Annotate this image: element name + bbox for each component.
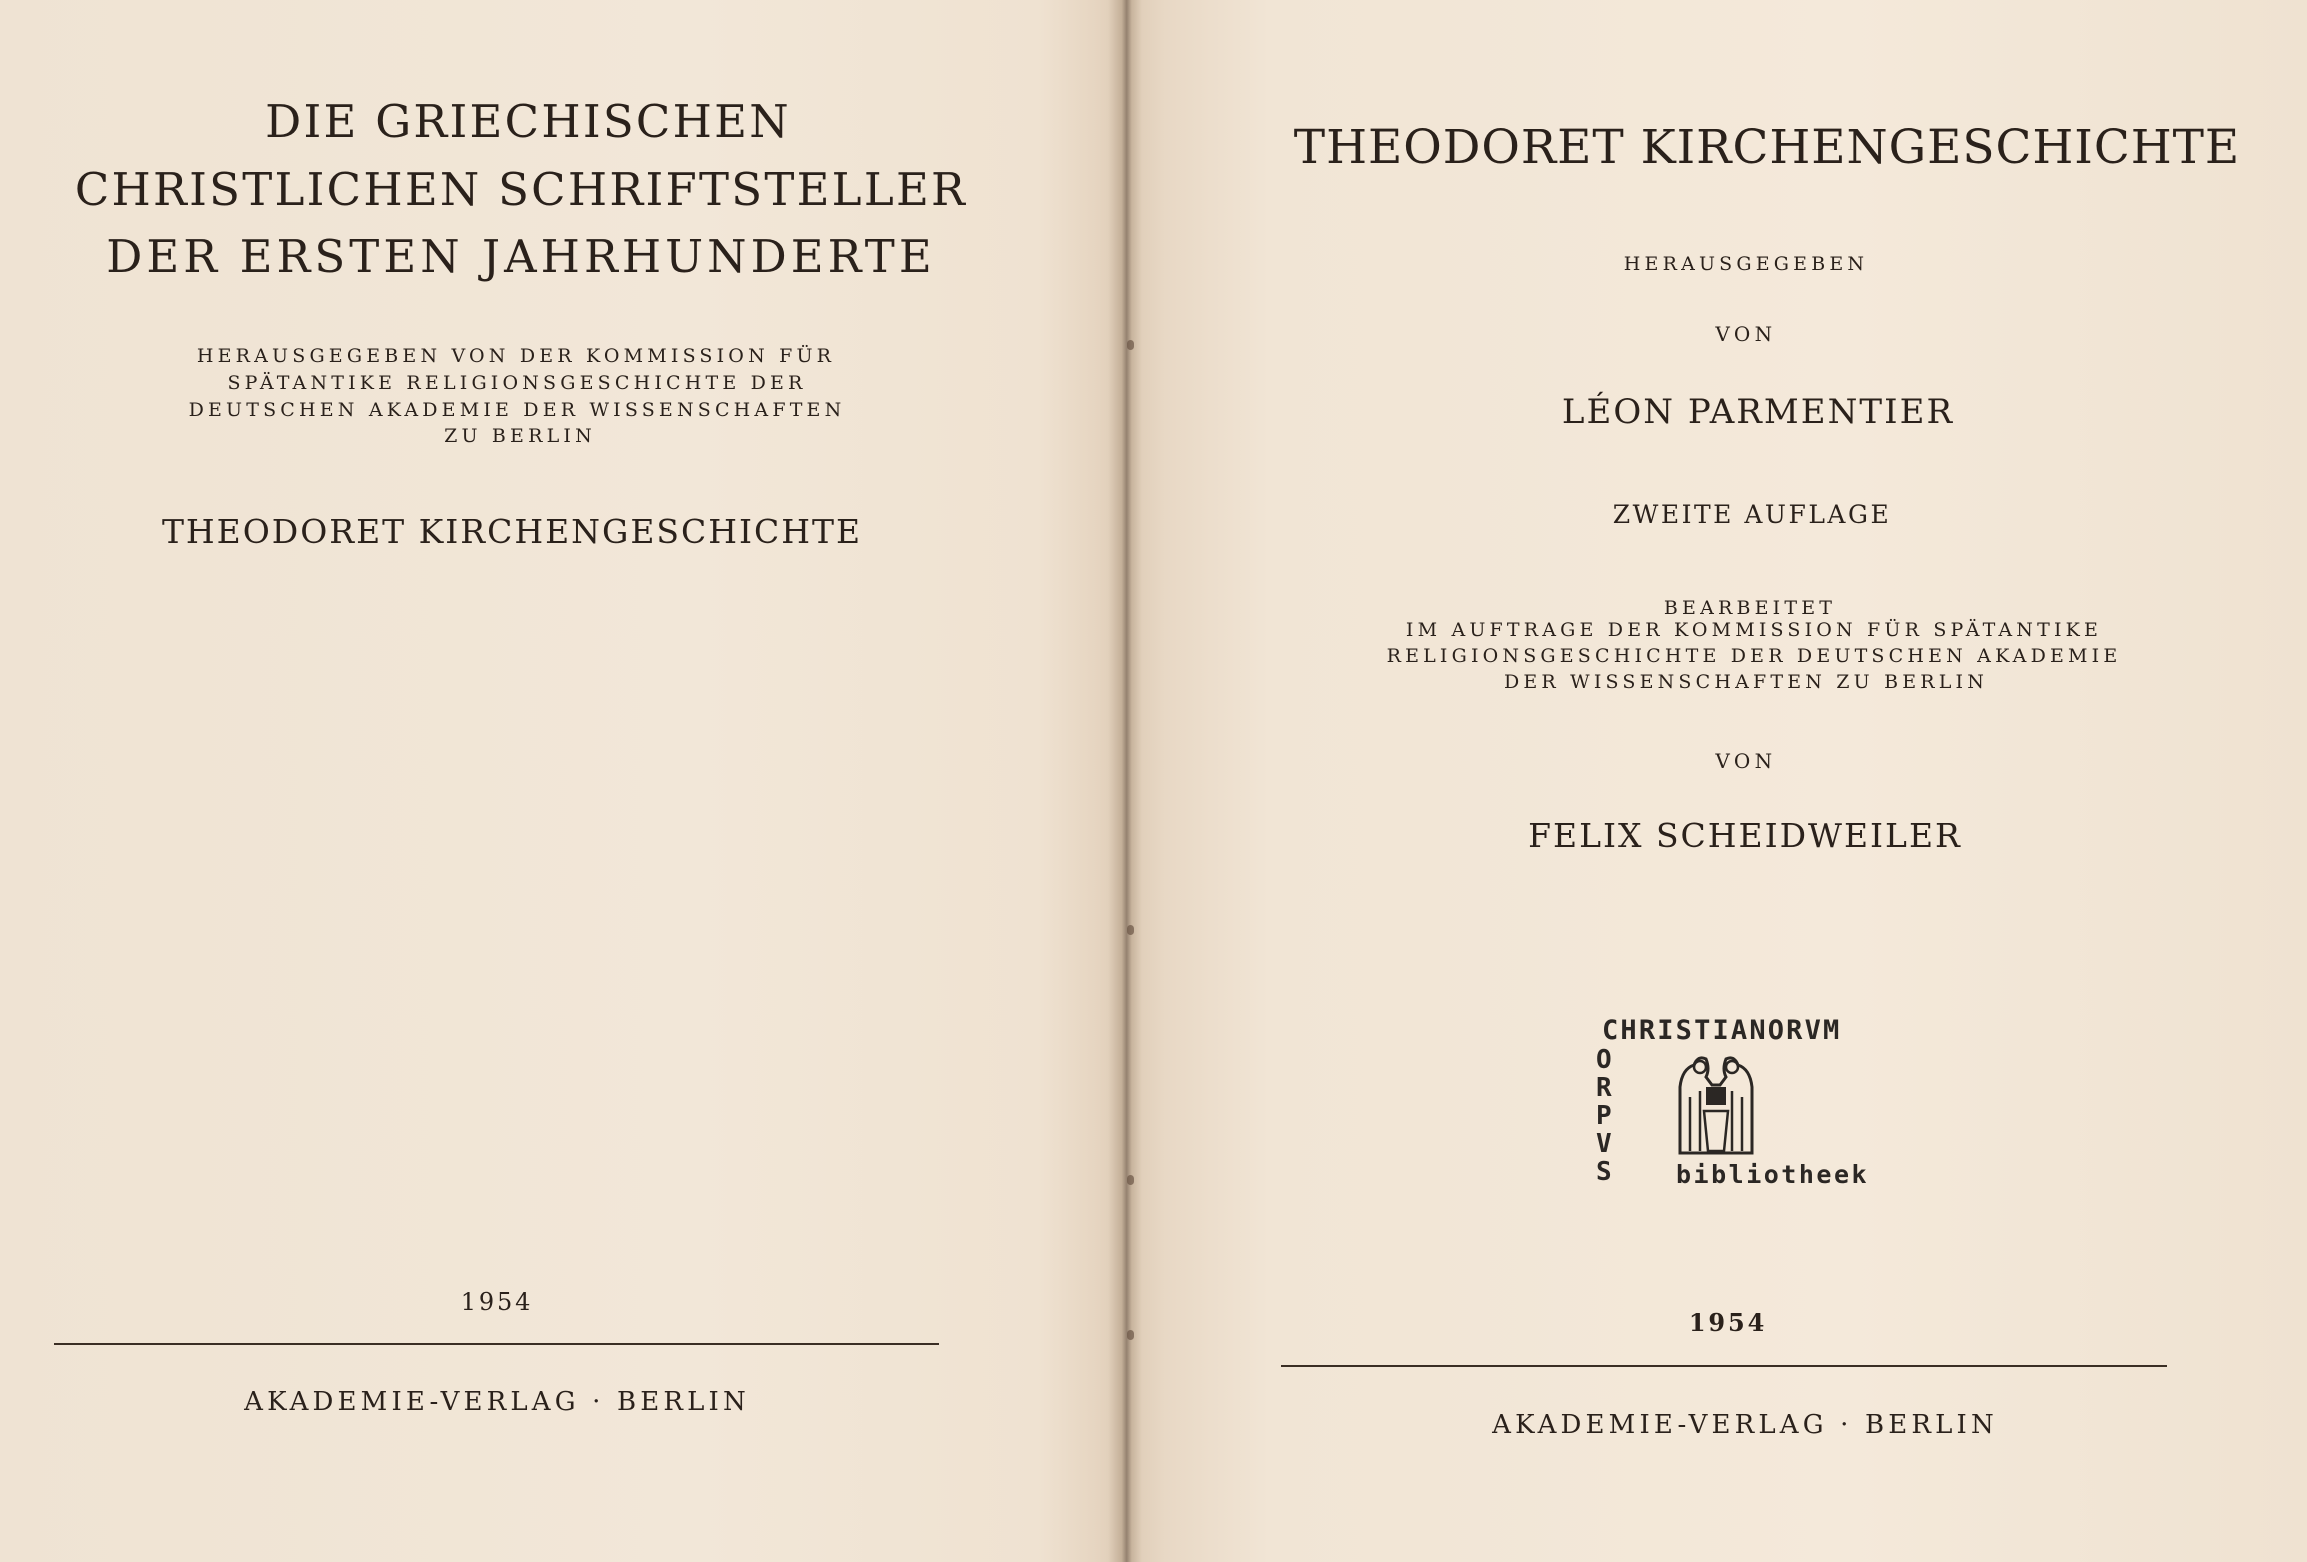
publisher: AKADEMIE-VERLAG · BERLIN — [1492, 1410, 1998, 1440]
publication-year: 1954 — [460, 1288, 534, 1316]
von-label: VON — [1715, 322, 1777, 346]
stamp-letter: P — [1596, 1101, 1612, 1131]
editor-line-1: HERAUSGEGEBEN VON DER KOMMISSION FÜR — [196, 345, 836, 367]
series-title-line-1: DIE GRIECHISCHEN — [265, 95, 791, 148]
stamp-top-text: CHRISTIANORVM — [1602, 1015, 1842, 1046]
series-title-line-3: DER ERSTEN JAHRHUNDERTE — [106, 230, 936, 283]
stamp-letter: V — [1596, 1129, 1612, 1159]
editor-line-3: DEUTSCHEN AKADEMIE DER WISSENSCHAFTEN — [188, 399, 846, 421]
von-label-2: VON — [1715, 749, 1777, 773]
editor-name: LÉON PARMENTIER — [1561, 392, 1955, 432]
publication-year: 1954 — [1688, 1308, 1768, 1337]
editor-line-2: SPÄTANTIKE RELIGIONSGESCHICHTE DER — [227, 372, 807, 394]
publisher: AKADEMIE-VERLAG · BERLIN — [244, 1387, 750, 1417]
saints-figures-emblem-icon — [1676, 1047, 1756, 1157]
title: THEODORET KIRCHENGESCHICHTE — [1293, 120, 2241, 175]
editor-line-4: ZU BERLIN — [444, 425, 596, 447]
library-stamp — [1596, 1015, 1896, 1195]
edition: ZWEITE AUFLAGE — [1612, 500, 1892, 529]
stamp-letter: O — [1596, 1045, 1612, 1075]
herausgegeben-label: HERAUSGEGEBEN — [1623, 253, 1869, 275]
work-title: THEODORET KIRCHENGESCHICHTE — [161, 512, 863, 551]
stamp-bottom-text: bibliotheek — [1676, 1160, 1870, 1189]
revision-line-2: IM AUFTRAGE DER KOMMISSION FÜR SPÄTANTIKE — [1405, 619, 2103, 641]
revision-line-4: DER WISSENSCHAFTEN ZU BERLIN — [1503, 671, 1989, 693]
publisher-rule — [54, 1343, 939, 1345]
revision-line-1: BEARBEITET — [1663, 597, 1837, 619]
stamp-letter: R — [1596, 1073, 1612, 1103]
publisher-rule — [1281, 1365, 2167, 1367]
reviser-name: FELIX SCHEIDWEILER — [1528, 816, 1962, 855]
series-title-line-2: CHRISTLICHEN SCHRIFTSTELLER — [74, 163, 968, 216]
left-page — [0, 0, 1120, 1562]
revision-line-3: RELIGIONSGESCHICHTE DER DEUTSCHEN AKADEMIE — [1386, 645, 2122, 667]
right-page — [1120, 0, 2307, 1562]
stamp-letter: S — [1596, 1157, 1612, 1187]
